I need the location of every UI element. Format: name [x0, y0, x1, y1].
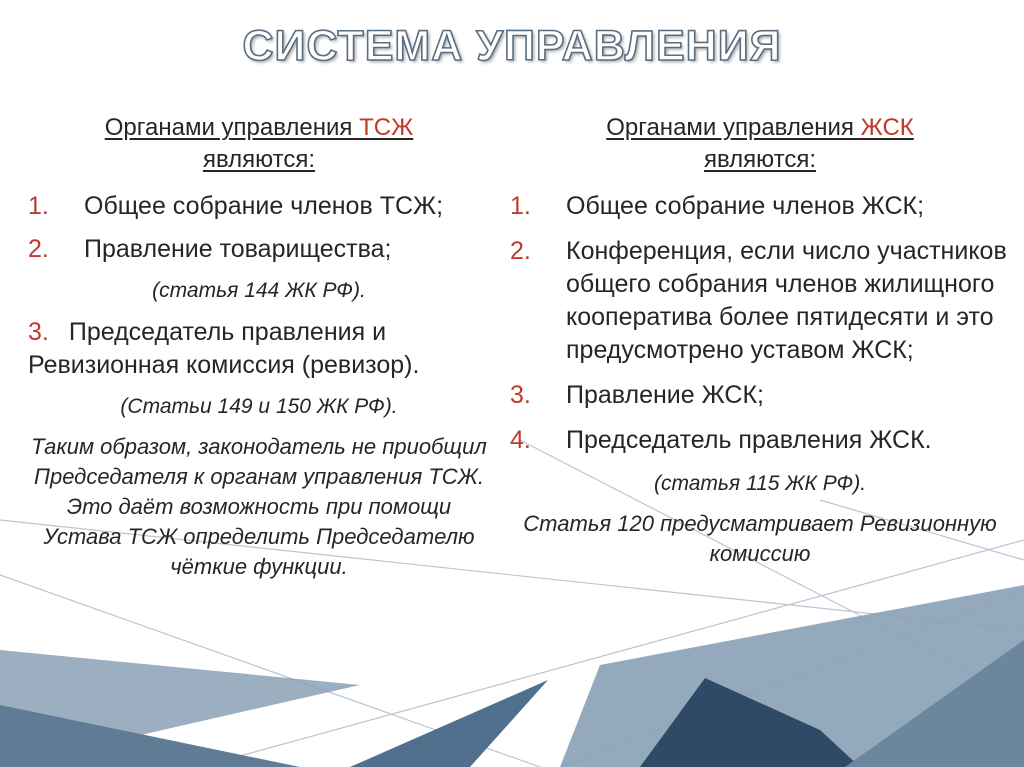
list-number: 1. [510, 192, 531, 220]
list-number: 3. [28, 318, 49, 346]
zhsk-heading-prefix: Органами управления [606, 114, 861, 141]
zhsk-heading-suffix: являются: [703, 146, 817, 173]
list-text: Правление товарищества; [84, 235, 392, 263]
list-text: Конференция, если число участников общего собрания членов жилищного кооператива более пятидесяти и это предусмотрено уставом ЖСК; [566, 237, 1007, 364]
tszh-column [28, 112, 490, 582]
tszh-heading-suffix: являются: [202, 146, 316, 173]
list-number: 1. [28, 192, 49, 220]
tszh-heading [28, 112, 490, 176]
list-number: 3. [510, 381, 531, 409]
list-text: Правление ЖСК; [566, 381, 764, 409]
zhsk-heading [510, 112, 1010, 176]
conclusion-note: Статья 120 предусматривает Ревизионную комиссию [523, 511, 997, 566]
list-text: Председатель правления и Ревизионная комиссия (ревизор). [28, 318, 420, 379]
list-text: Председатель правления ЖСК. [566, 426, 932, 454]
list-number: 2. [510, 237, 531, 265]
list-item [510, 235, 1010, 367]
law-reference: (статья 115 ЖК РФ). [653, 472, 867, 495]
list-item [510, 379, 1010, 412]
list-item [28, 233, 490, 266]
list-item [28, 190, 490, 223]
law-reference: (Статьи 149 и 150 ЖК РФ). [120, 395, 398, 418]
zhsk-heading-accent: ЖСК [860, 114, 914, 141]
law-reference: (статья 144 ЖК РФ). [152, 279, 366, 302]
list-number: 4. [510, 426, 531, 454]
zhsk-column [510, 112, 1010, 569]
conclusion-note: Таким образом, законодатель не приобщил Председателя к органам управления ТСЖ. Это даёт возможность при помощи Устава ТСЖ определить Председателю чёткие функции. [31, 434, 487, 579]
list-text: Общее собрание членов ЖСК; [566, 192, 925, 220]
list-item [510, 190, 1010, 223]
list-number: 2. [28, 235, 49, 263]
page-title: СИСТЕМА УПРАВЛЕНИЯ [242, 22, 782, 70]
tszh-heading-accent: ТСЖ [359, 114, 414, 141]
list-item [510, 424, 1010, 457]
tszh-heading-prefix: Органами управления [104, 114, 360, 141]
list-item [28, 316, 490, 382]
list-text: Общее собрание членов ТСЖ; [84, 192, 444, 220]
